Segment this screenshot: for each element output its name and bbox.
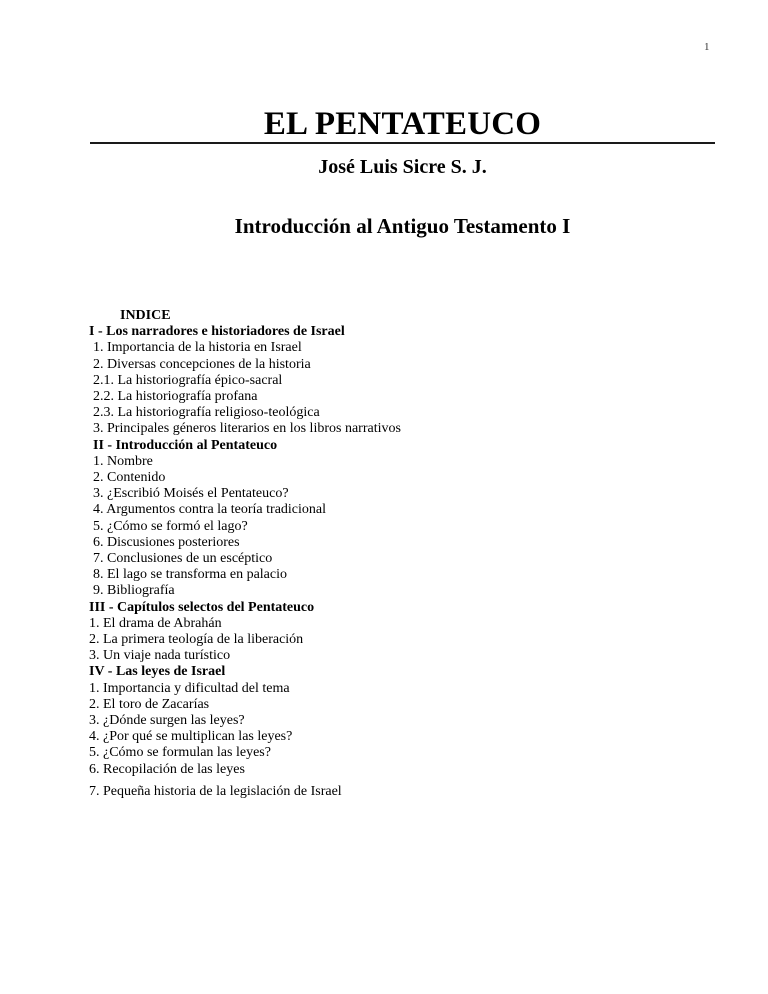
author-name: José Luis Sicre S. J. <box>318 156 487 178</box>
toc-item: 4. Argumentos contra la teoría tradicional <box>93 502 327 518</box>
toc-item: 6. Recopilación de las leyes <box>89 761 245 777</box>
toc-item: 2. El toro de Zacarías <box>89 696 210 712</box>
toc-item: 3. ¿Escribió Moisés el Pentateuco? <box>93 486 289 502</box>
toc-item: 4. ¿Por qué se multiplican las leyes? <box>89 729 293 745</box>
toc-heading: INDICE <box>120 308 171 323</box>
toc-item: 7. Conclusiones de un escéptico <box>93 551 273 567</box>
toc-item: 9. Bibliografía <box>93 583 175 599</box>
toc-section-iii: III - Capítulos selectos del Pentateuco <box>89 599 315 615</box>
toc-item: 6. Discusiones posteriores <box>93 534 240 550</box>
toc-item: 1. Importancia de la historia en Israel <box>93 340 302 356</box>
title-underline-rule <box>90 142 715 144</box>
toc-item: 3. Un viaje nada turístico <box>89 648 231 664</box>
toc-item: 1. El drama de Abrahán <box>89 615 222 631</box>
toc-item: 5. ¿Cómo se formó el lago? <box>93 518 248 534</box>
toc-item: 7. Pequeña historia de la legislación de Israel <box>89 783 342 799</box>
toc-item: 2. Diversas concepciones de la historia <box>93 356 311 372</box>
toc-section-iv: IV - Las leyes de Israel <box>89 664 226 680</box>
toc-item: 1. Nombre <box>93 453 153 469</box>
toc-item: 2. La primera teología de la liberación <box>89 632 304 648</box>
toc-item: 1. Importancia y dificultad del tema <box>89 680 290 696</box>
toc-section-i: I - Los narradores e historiadores de Israel <box>89 324 345 340</box>
toc-item: 5. ¿Cómo se formulan las leyes? <box>89 745 271 761</box>
toc-item: 8. El lago se transforma en palacio <box>93 567 287 583</box>
document-title: EL PENTATEUCO <box>263 106 542 142</box>
table-of-contents <box>89 308 689 800</box>
page-number: 1 <box>704 41 710 53</box>
toc-item: 3. ¿Dónde surgen las leyes? <box>89 713 245 729</box>
toc-section-ii: II - Introducción al Pentateuco <box>93 437 278 453</box>
toc-item: 2.3. La historiografía religioso-teológica <box>93 405 320 421</box>
toc-item: 3. Principales géneros literarios en los libros narrativos <box>93 421 401 437</box>
toc-item: 2.1. La historiografía épico-sacral <box>93 372 283 388</box>
toc-item: 2.2. La historiografía profana <box>93 389 258 405</box>
course-subtitle: Introducción al Antiguo Testamento I <box>234 214 571 238</box>
toc-item: 2. Contenido <box>93 470 166 486</box>
